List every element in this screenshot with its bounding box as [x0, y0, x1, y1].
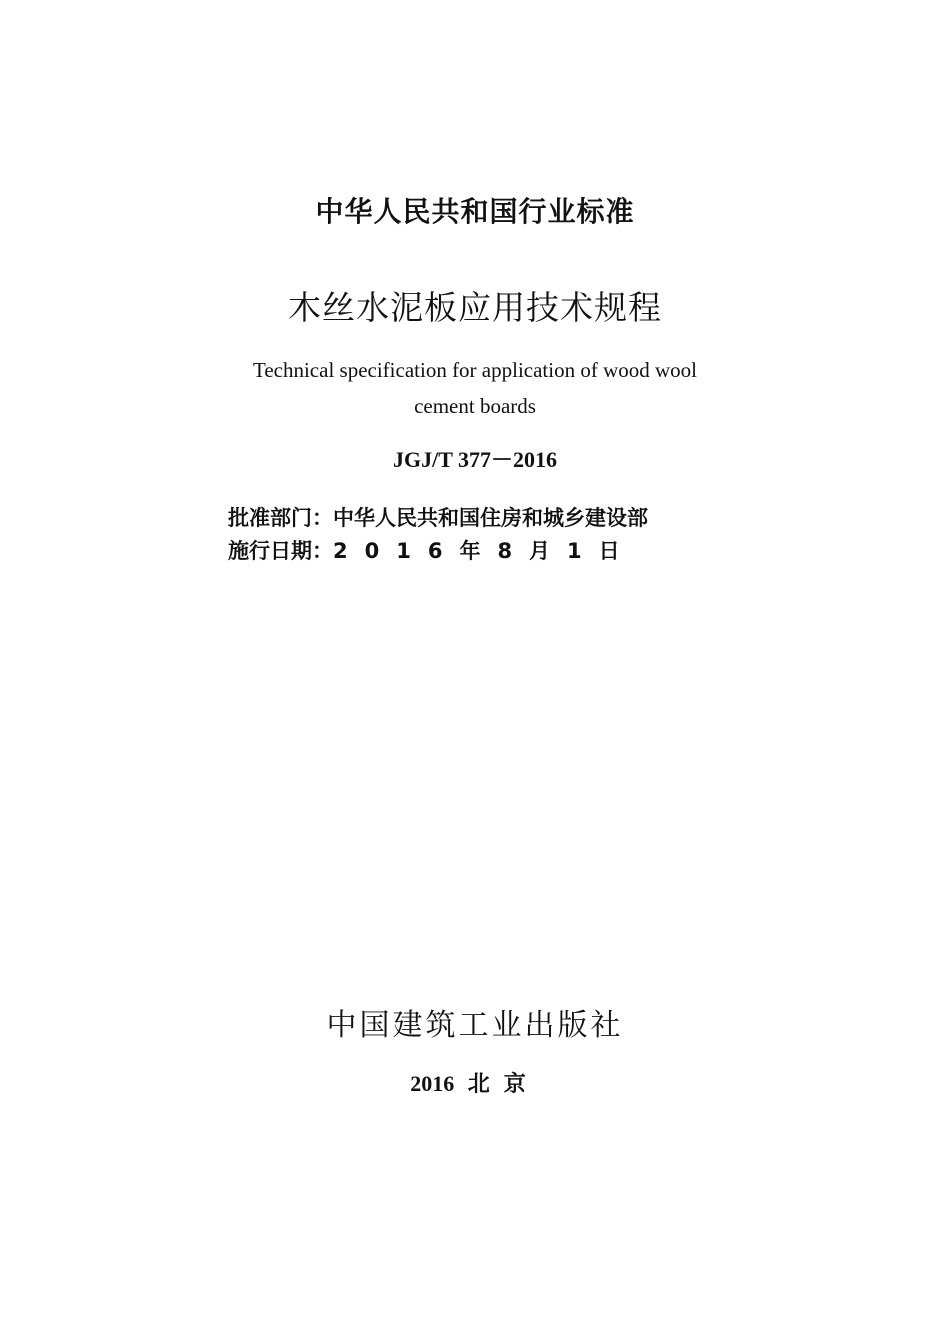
- publication-city: 北京: [467, 1071, 540, 1096]
- publication-place-year: [0, 1067, 950, 1098]
- document-title-english: [0, 352, 950, 424]
- document-title-chinese: 木丝水泥板应用技术规程: [288, 288, 662, 327]
- english-title-line-2: cement boards: [414, 394, 536, 418]
- series-title: 中华人民共和国行业标准: [315, 195, 635, 228]
- english-title-line-1: Technical specification for application of wood wool: [252, 358, 698, 382]
- approval-value: 中华人民共和国住房和城乡建设部: [333, 506, 648, 530]
- effective-value: 2016年8月1日: [333, 539, 637, 563]
- publisher-name: 中国建筑工业出版社: [326, 1008, 624, 1043]
- approval-label: 批准部门：: [228, 506, 333, 530]
- standard-code: JGJ/T 377－2016: [392, 447, 557, 472]
- approval-department: [228, 502, 648, 532]
- publication-year: 2016: [410, 1071, 455, 1096]
- effective-date: [228, 535, 637, 565]
- effective-label: 施行日期：: [228, 539, 333, 563]
